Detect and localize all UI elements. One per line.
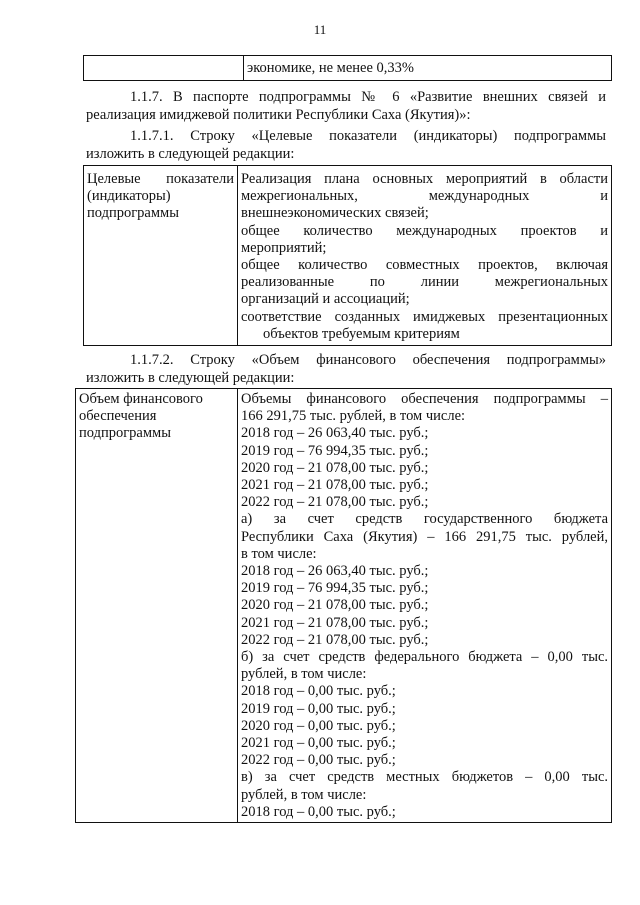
value-line: в том числе: xyxy=(241,545,317,562)
value-line: 2022 год – 21 078,00 тыс. руб.; xyxy=(241,631,429,648)
value-line: 2018 год – 26 063,40 тыс. руб.; xyxy=(241,425,429,442)
value-line: 2022 год – 21 078,00 тыс. руб.; xyxy=(241,494,429,511)
value-line: 166 291,75 тыс. рублей, в том числе: xyxy=(241,408,466,425)
target-indicators-table xyxy=(83,165,612,346)
financing-table xyxy=(75,388,612,823)
paragraph-1-1-7-2 xyxy=(86,351,606,387)
value-line: 2020 год – 0,00 тыс. руб.; xyxy=(241,717,396,734)
value-line: реализованные по линии межрегиональных xyxy=(241,274,608,291)
value-line: общее количество международных проектов и xyxy=(241,222,608,239)
paragraph-1-1-7-1 xyxy=(86,127,606,163)
value-line: внешнеэкономических связей; xyxy=(241,205,429,222)
value-line: межрегиональных, международных и xyxy=(241,188,608,205)
paragraph-line: изложить в следующей редакции: xyxy=(86,370,295,386)
financing-value-cell xyxy=(238,389,612,823)
continuation-text: экономике, не менее 0,33% xyxy=(247,60,414,76)
value-line: общее количество совместных проектов, включая xyxy=(241,257,608,274)
value-line: 2021 год – 21 078,00 тыс. руб.; xyxy=(241,477,429,494)
continuation-right-cell xyxy=(244,56,612,81)
label-line: подпрограммы xyxy=(87,205,179,222)
value-line: рублей, в том числе: xyxy=(241,666,367,683)
value-line: 2022 год – 0,00 тыс. руб.; xyxy=(241,752,396,769)
indicators-label-cell xyxy=(84,166,238,346)
paragraph-line: изложить в следующей редакции: xyxy=(86,146,295,162)
value-line: объектов требуемым критериям xyxy=(263,325,460,342)
value-line: Республики Саха (Якутия) – 166 291,75 тыс. рублей, xyxy=(241,528,608,545)
value-line: 2021 год – 21 078,00 тыс. руб.; xyxy=(241,614,429,631)
continuation-table xyxy=(83,55,612,81)
paragraph-line: 1.1.7.2. Строку «Объем финансового обеспечения подпрограммы» xyxy=(130,352,606,368)
value-line: мероприятий; xyxy=(241,239,327,256)
value-line: 2018 год – 26 063,40 тыс. руб.; xyxy=(241,563,429,580)
label-line: Объем финансового xyxy=(79,391,203,407)
value-line: 2018 год – 0,00 тыс. руб.; xyxy=(241,803,396,820)
value-line: в) за счет средств местных бюджетов – 0,00 тыс. xyxy=(241,769,608,786)
label-line: обеспечения xyxy=(79,408,157,425)
label-line: (индикаторы) xyxy=(87,188,171,205)
paragraph-line: 1.1.7.1. Строку «Целевые показатели (индикаторы) подпрограммы xyxy=(130,128,606,144)
value-line: Объемы финансового обеспечения подпрограммы – xyxy=(241,391,608,407)
indicators-value-cell xyxy=(238,166,612,346)
label-line: подпрограммы xyxy=(79,425,171,442)
financing-label-cell xyxy=(76,389,238,823)
value-line: б) за счет средств федерального бюджета – 0,00 тыс. xyxy=(241,649,608,666)
label-line: Целевые показатели xyxy=(87,171,234,187)
value-line: 2019 год – 76 994,35 тыс. руб.; xyxy=(241,442,429,459)
value-line: 2019 год – 0,00 тыс. руб.; xyxy=(241,700,396,717)
value-line: 2018 год – 0,00 тыс. руб.; xyxy=(241,683,396,700)
paragraph-1-1-7 xyxy=(86,88,606,124)
value-line: соответствие созданных имиджевых презентационных xyxy=(241,308,608,325)
value-line: рублей, в том числе: xyxy=(241,786,367,803)
value-line: 2020 год – 21 078,00 тыс. руб.; xyxy=(241,597,429,614)
paragraph-line: реализация имиджевой политики Республики Саха (Якутия)»: xyxy=(86,107,471,123)
value-line: 2019 год – 76 994,35 тыс. руб.; xyxy=(241,580,429,597)
paragraph-line: 1.1.7. В паспорте подпрограммы № 6 «Развитие внешних связей и xyxy=(130,89,606,105)
value-line: Реализация плана основных мероприятий в области xyxy=(241,171,608,187)
value-line: 2020 год – 21 078,00 тыс. руб.; xyxy=(241,459,429,476)
continuation-left-cell xyxy=(84,56,244,81)
value-line: а) за счет средств государственного бюджета xyxy=(241,511,608,528)
value-line: 2021 год – 0,00 тыс. руб.; xyxy=(241,735,396,752)
page-number: 11 xyxy=(313,22,327,37)
value-line: организаций и ассоциаций; xyxy=(241,291,410,308)
